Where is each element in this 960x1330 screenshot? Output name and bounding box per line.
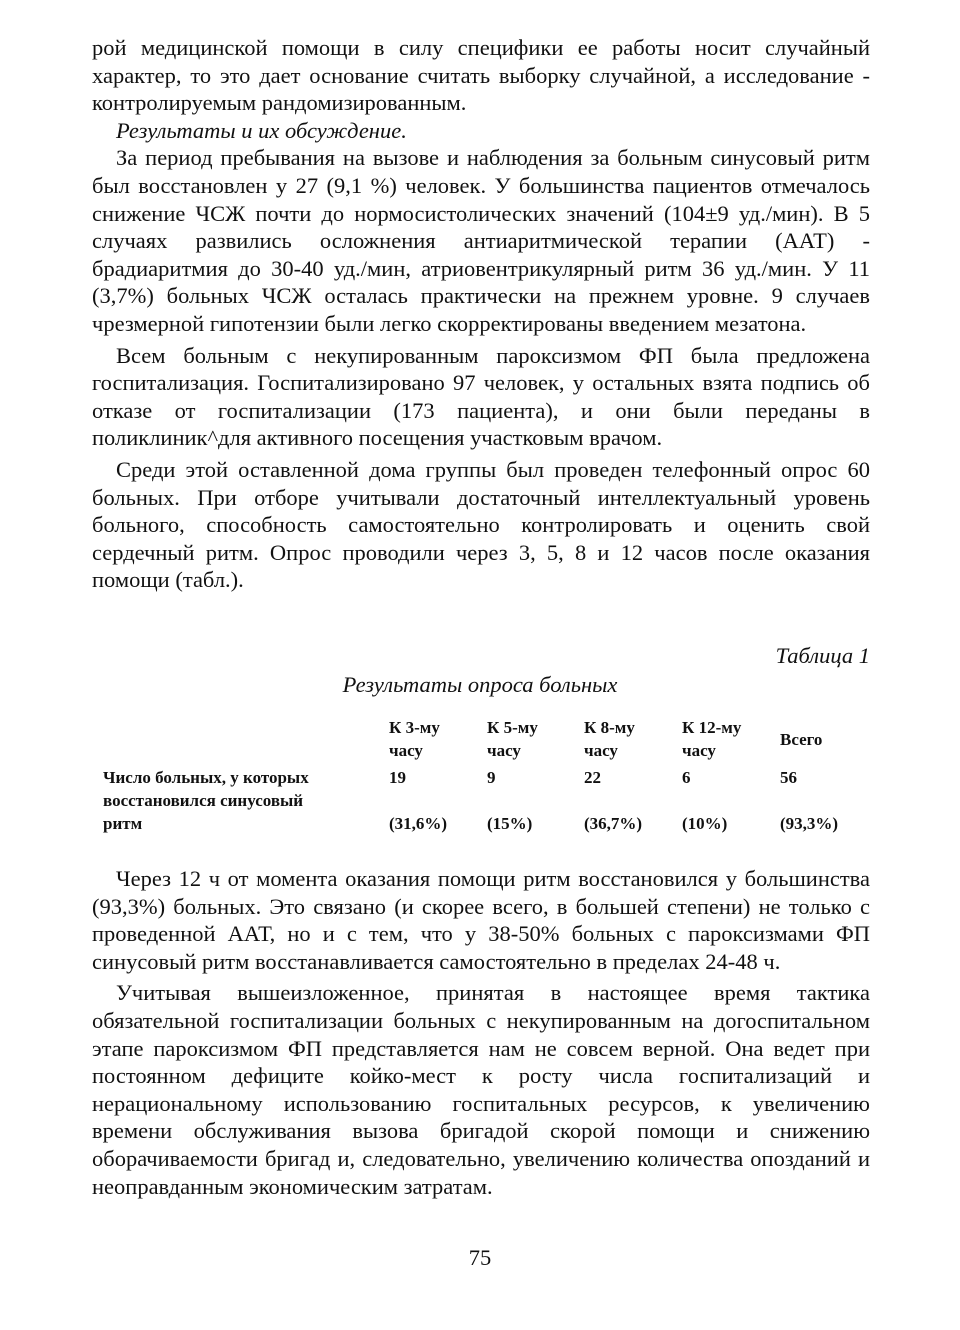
- paragraph: рой медицинской помощи в силу специфики ее работы носит случайный характер, то это дает основание считать выборку случайной, а исследование - контролируемым рандомизированным.: [92, 35, 870, 116]
- section-heading: Результаты и их обсуждение.: [116, 117, 407, 143]
- table-number: Таблица 1: [775, 643, 870, 668]
- column-header: К 3-му часу: [389, 718, 440, 760]
- page-number: 75: [468, 1245, 492, 1270]
- text-block-bottom: [92, 865, 870, 1200]
- table-cell-count: 6: [682, 768, 691, 787]
- column-header: К 12-му часу: [682, 718, 742, 760]
- paragraph: Учитывая вышеизложенное, принятая в настоящее время тактика обязательной госпитализации больных с некупированным на догоспитальном этапе пароксизмом ФП представляется нам не совсем верной. Она ведет при постоянном дефиците койко-мест к росту числа госпитализаций и нерациональному использованию госпитальных ресурсов, к увеличению времени обслуживания вызова бригадой скорой помощи и снижению оборачиваемости бригад и, следовательно, увеличению количества опозданий и неоправданным экономическим затратам.: [92, 980, 870, 1199]
- row-label: Число больных, у которых восстановился синусовый ритм: [103, 768, 309, 833]
- table-cell-percent: (10%): [682, 814, 728, 833]
- table-cell-percent: (15%): [487, 814, 533, 833]
- paragraph: За период пребывания на вызове и наблюдения за больным синусовый ритм был восстановлен у 27 (9,1 %) человек. У большинства пациентов отмечалось снижение ЧСЖ почти до нормосистолических значений (104±9 уд./мин). В 5 случаях развились осложнения антиаритмической терапии (ААТ) - брадиаритмия до 30-40 уд./мин, атриовентрикулярный ритм 36 уд./мин. У 11 (3,7%) больных ЧСЖ осталась практически на прежнем уровне. 9 случаев чрезмерной гипотензии были легко скорректированы введением мезатона.: [92, 145, 870, 336]
- table-title: Результаты опроса больных: [342, 672, 618, 697]
- column-header-total: Всего: [780, 730, 823, 749]
- column-header: К 8-му часу: [584, 718, 635, 760]
- table-cell-count: 22: [584, 768, 601, 787]
- table-cell-percent: (93,3%): [780, 814, 839, 833]
- column-header: К 5-му часу: [487, 718, 538, 760]
- table-cell-count: 56: [780, 768, 797, 787]
- table-cell-count: 19: [389, 768, 406, 787]
- table-cell-percent: (31,6%): [389, 814, 448, 833]
- paragraph: Среди этой оставленной дома группы был проведен телефонный опрос 60 больных. При отборе учитывали достаточный интеллектуальный уровень больного, способность самостоятельно контролировать и оценить свой сердечный ритм. Опрос проводили через 3, 5, 8 и 12 часов после оказания помощи (табл.).: [92, 456, 870, 593]
- text-block-top: [92, 34, 870, 594]
- table-cell-percent: (36,7%): [584, 814, 643, 833]
- paragraph: Через 12 ч от момента оказания помощи ритм восстановился у большинства (93,3%) больных. Это связано (и скорее всего, в большей степени) не только с проведенной ААТ, но и с тем, что у 38-50% больных с пароксизмами ФП синусовый ритм восстанавливается самостоятельно в пределах 24-48 ч.: [92, 866, 870, 974]
- table-cell-count: 9: [487, 768, 496, 787]
- paragraph: Всем больным с некупированным пароксизмом ФП была предложена госпитализация. Госпитализировано 97 человек, у остальных взята подпись об отказе от госпитализации (173 пациента), и они были переданы в поликлиник^для активного посещения участковым врачом.: [92, 342, 870, 451]
